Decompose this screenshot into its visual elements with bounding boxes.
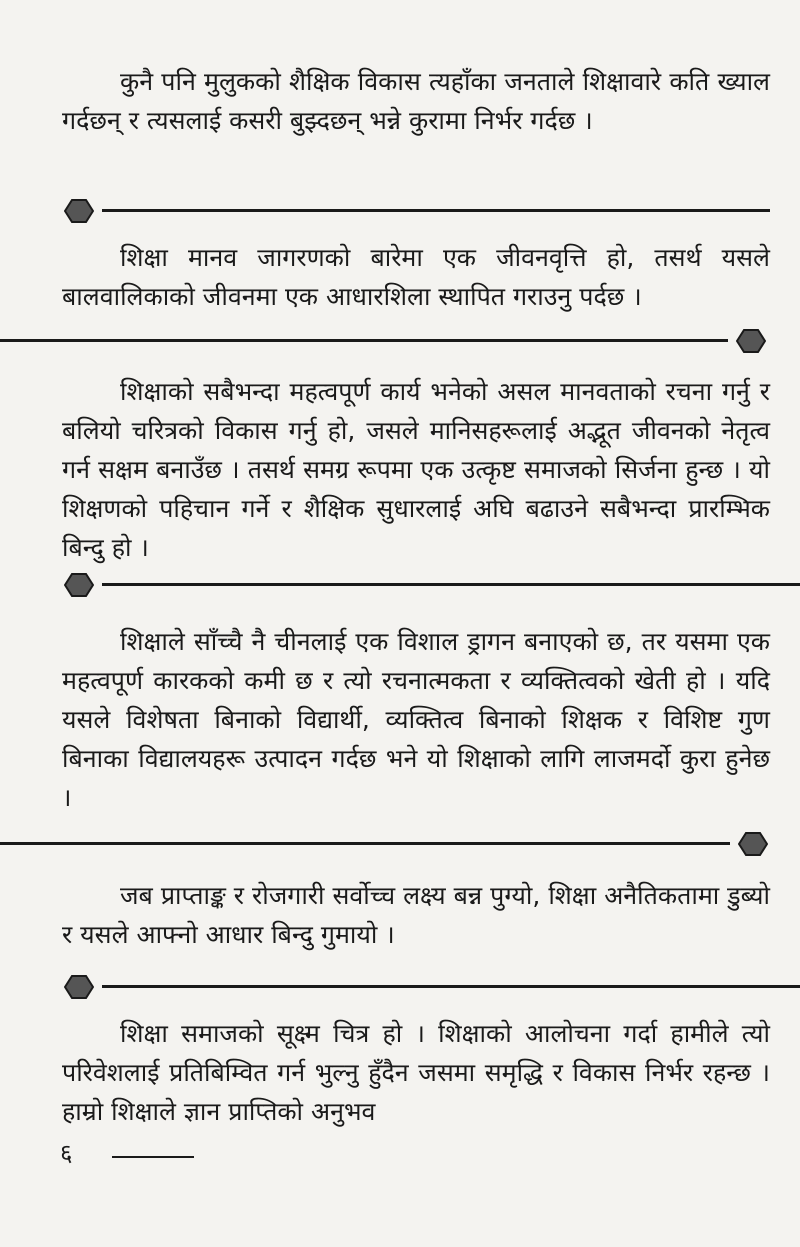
hexagon-icon <box>64 573 94 597</box>
paragraph-6: शिक्षा समाजको सूक्ष्म चित्र हो । शिक्षाको आलोचना गर्दा हामीले त्यो परिवेशलाई प्रतिबिम्वित गर्न भुल्नु हुँदैन जसमा समृद्धि र विकास निर्भर रहन्छ । हाम्रो शिक्षाले ज्ञान प्राप्तिको अनुभव <box>62 1019 770 1126</box>
folio-rule <box>112 1156 194 1158</box>
divider-rule <box>0 842 730 845</box>
divider-rule <box>102 985 800 988</box>
paragraph-5: जब प्राप्ताङ्क र रोजगारी सर्वोच्च लक्ष्य बन्न पुग्यो, शिक्षा अनैतिकतामा डुब्यो र यसले आफ्नो आधार बिन्दु गुमायो । <box>62 881 770 949</box>
hexagon-icon <box>738 832 768 856</box>
paragraph-3: शिक्षाको सबैभन्दा महत्वपूर्ण कार्य भनेको असल मानवताको रचना गर्नु र बलियो चरित्रको विकास गर्नु हो, जसले मानिसहरूलाई अद्भूत जीवनको नेतृत्व गर्न सक्षम बनाउँछ । तसर्थ समग्र रूपमा एक उत्कृष्ट समाजको सिर्जना हुन्छ । यो शिक्षणको पहिचान गर्ने र शैक्षिक सुधारलाई अघि बढाउने सबैभन्दा प्रारम्भिक बिन्दु हो । <box>62 377 770 562</box>
divider-rule <box>102 583 800 586</box>
hexagon-icon <box>64 975 94 999</box>
paragraph-1: कुनै पनि मुलुकको शैक्षिक विकास त्यहाँका जनताले शिक्षावारे कति ख्याल गर्दछन् र त्यसलाई कसरी बुझ्दछन् भन्ने कुरामा निर्भर गर्दछ । <box>62 67 770 135</box>
paragraph-2: शिक्षा मानव जागरणको बारेमा एक जीवनवृत्ति हो, तसर्थ यसले बालवालिकाको जीवनमा एक आधारशिला स्थापित गराउनु पर्दछ । <box>62 243 770 311</box>
divider-4 <box>0 829 768 859</box>
divider-1 <box>64 196 770 226</box>
divider-rule <box>0 339 728 342</box>
page-number: ६ <box>60 1139 73 1167</box>
hexagon-icon <box>64 199 94 223</box>
paragraph-4: शिक्षाले साँच्चै नै चीनलाई एक विशाल ड्रागन बनाएको छ, तर यसमा एक महत्वपूर्ण कारकको कमी छ र त्यो रचनात्मकता र व्यक्तित्वको खेती हो । यदि यसले विशेषता बिनाको विद्यार्थी, व्यक्तित्व बिनाको शिक्षक र विशिष्ट गुण बिनाका विद्यालयहरू उत्पादन गर्दछ भने यो शिक्षाको लागि लाजमर्दो कुरा हुनेछ । <box>62 627 770 812</box>
divider-rule <box>102 209 770 212</box>
divider-5 <box>64 972 800 1002</box>
hexagon-icon <box>736 329 766 353</box>
divider-3 <box>64 570 800 600</box>
divider-2 <box>0 326 766 356</box>
